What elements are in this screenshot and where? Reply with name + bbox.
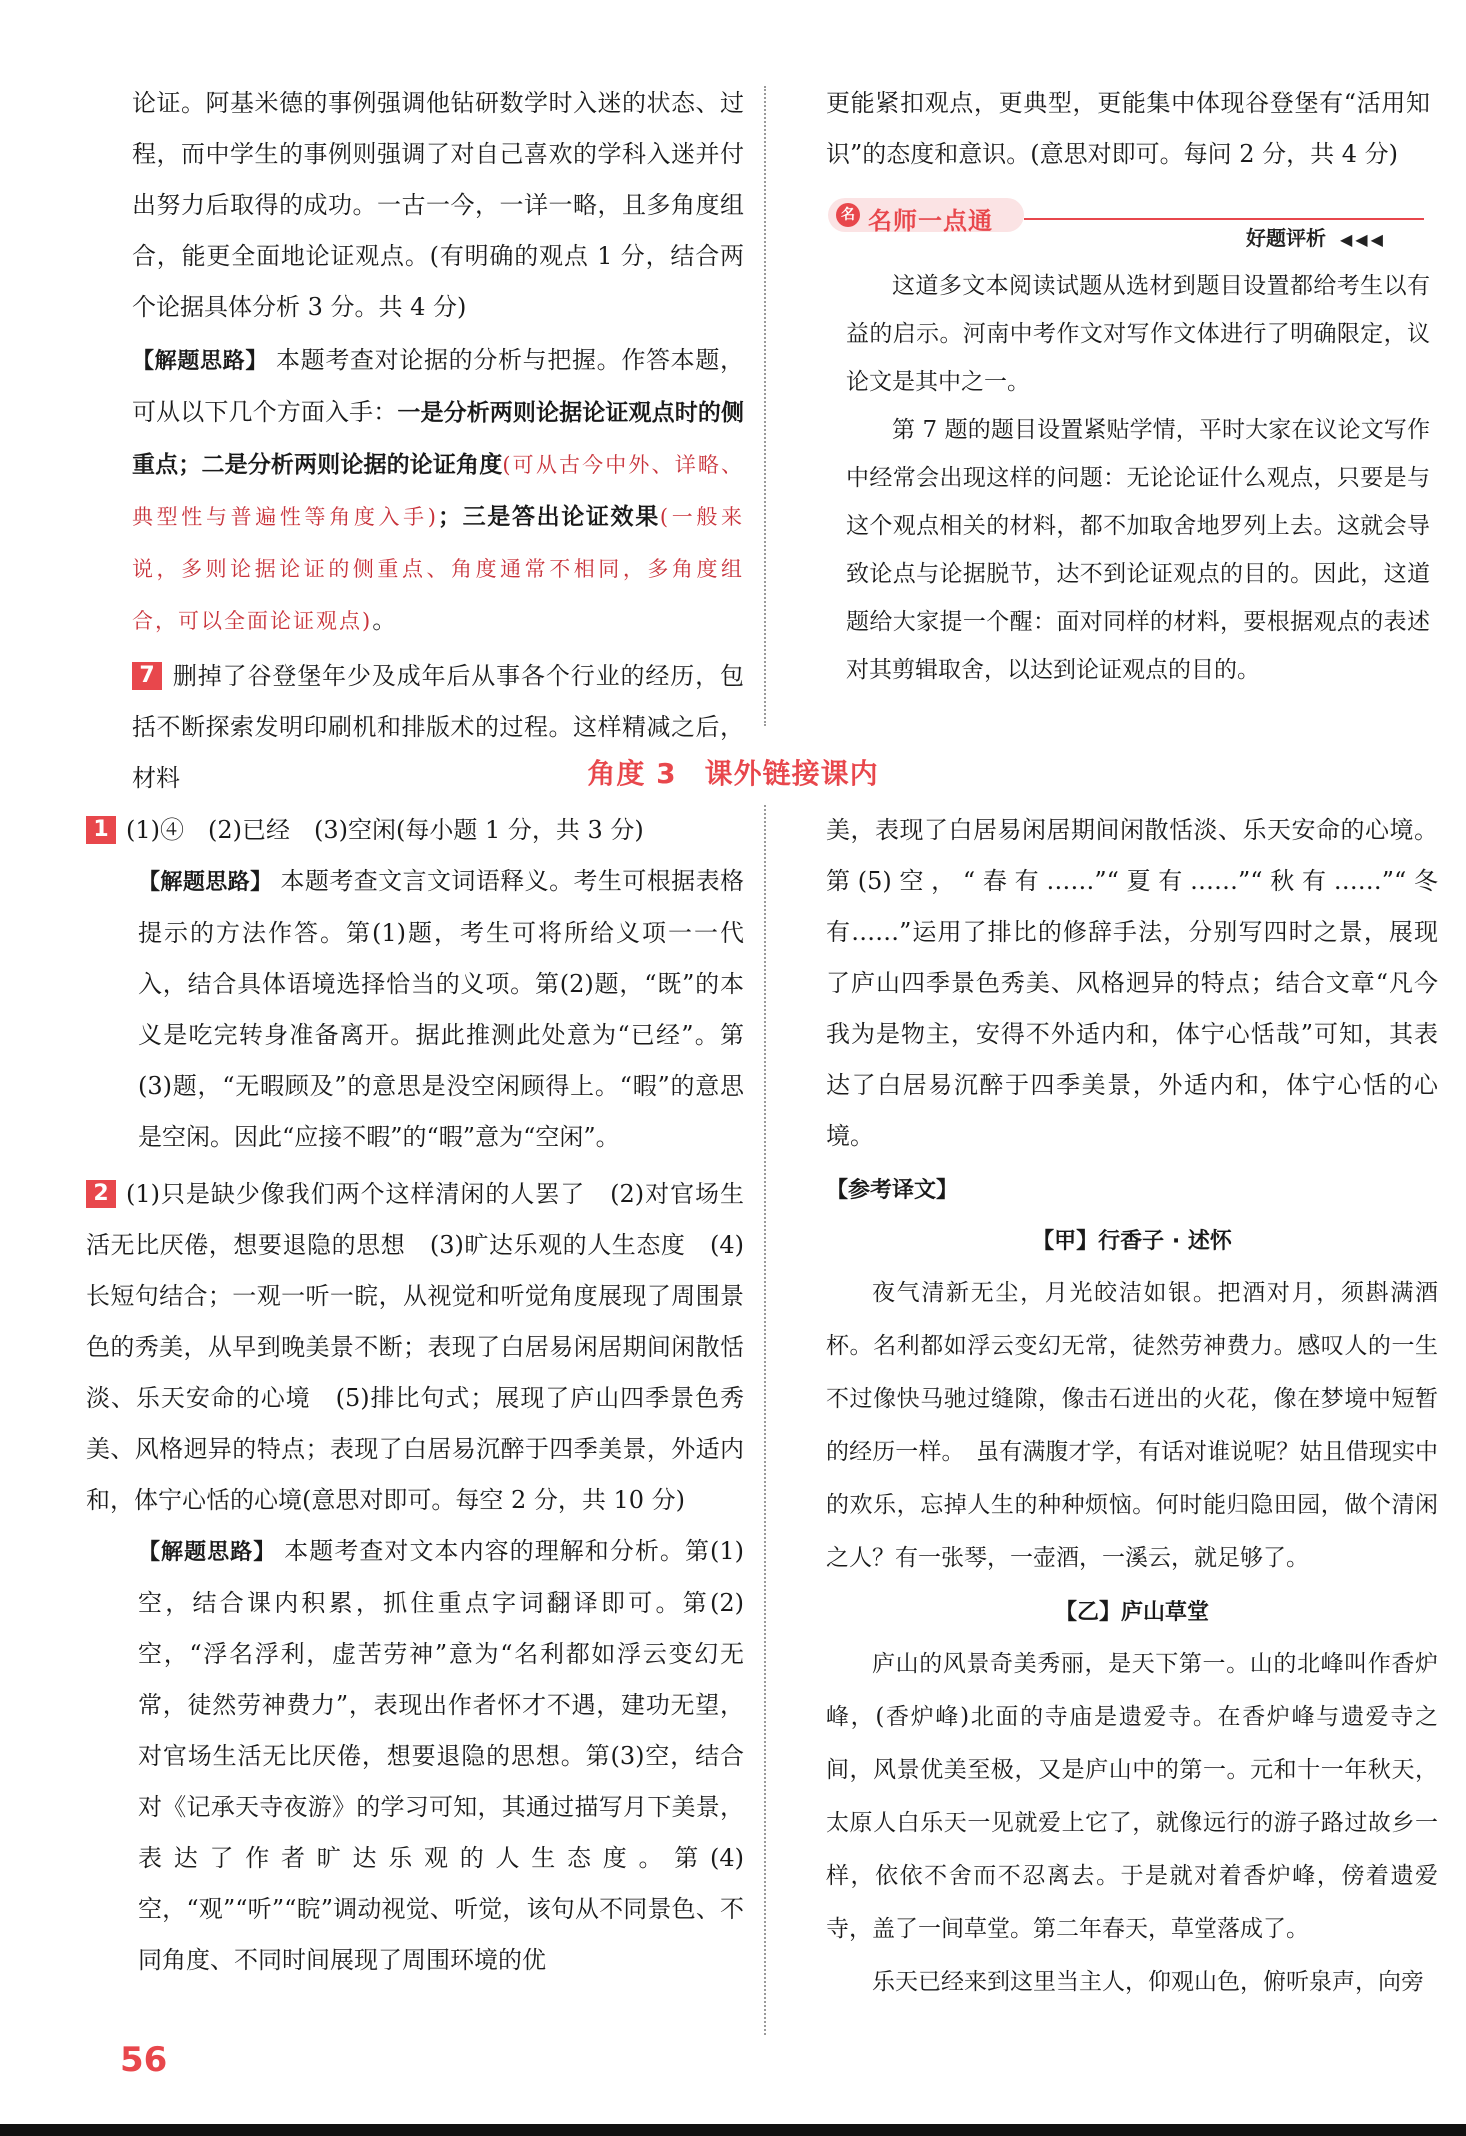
solution-tag-2: 【解题思路】	[138, 1540, 277, 1565]
solution-end: 。	[372, 606, 397, 634]
reference-translation-tag	[826, 1164, 1438, 1216]
solution-thinking-paragraph	[132, 335, 744, 647]
paragraph-argument-analysis: 论证。阿基米德的事例强调他钻研数学时入迷的状态、过程，而中学生的事例则强调了对自己喜欢的学科入迷并付出努力后取得的成功。一古一今，一详一略，且多角度组合，能更全面地论证观点。(有明确的观点 1 分，结合两个论据具体分析 3 分。共 4 分)	[132, 89, 744, 321]
solution-text: 本题考查对论据的分析与把握。作答本题，可从以下几个方面入手：	[132, 346, 744, 426]
answer-2-explanation	[86, 1526, 744, 1986]
translation-text-a: 夜气清新无尘，月光皎洁如银。把酒对月，须斟满酒杯。名利都如浮云变幻无常，徒然劳神费力。感叹人的一生不过像快马驰过缝隙，像击石迸出的火花，像在梦境中短暂的经历一样。 虽有满腹才学，有话对谁说呢？姑且借现实中的欢乐，忘掉人生的种种烦恼。何时能归隐田园，做个清闲之人？有一张琴，一壶酒，一溪云，就足够了。	[826, 1280, 1438, 1571]
right-column-bottom	[826, 805, 1438, 2009]
translation-title-a: 【甲】行香子 · 述怀	[1032, 1229, 1232, 1254]
answer-1-text: (1)④ (2)已经 (3)空闲(每小题 1 分，共 3 分)	[126, 816, 644, 844]
review-paragraph-1: 这道多文本阅读试题从选材到题目设置都给考生以有益的启示。河南中考作文对写作文体进行了明确限定，议论文是其中之一。	[846, 273, 1430, 395]
handwritten-note-2: (一般来说，多则论据论证的侧重点、角度通常不相同，多角度组合，可以全面论证观点)	[132, 505, 745, 633]
answer-2-explanation-text: 本题考查对文本内容的理解和分析。第(1)空，结合课内积累，抓住重点字词翻译即可。第(2)空，“浮名浮利，虚苦劳神”意为“名利都如浮云变幻无常，徒然劳神费力”，表现出作者怀才不遇，建功无望，对官场生活无比厌倦，想要退隐的思想。第(3)空，结合对《记承天寺夜游》的学习可知，其通过描写月下美景，表达了作者旷达乐观的人生态度。第(4)空，“观”“听”“睆”调动视觉、听觉，该句从不同景色、不同角度、不同时间展现了周围环境的优	[138, 1537, 744, 1974]
question-number-2: 2	[86, 1180, 116, 1208]
answer-7-continued: 更能紧扣观点，更典型，更能集中体现谷登堡有“活用知识”的态度和意识。(意思对即可。每问 2 分，共 4 分)	[826, 89, 1430, 168]
translation-text-b1: 庐山的风景奇美秀丽，是天下第一。山的北峰叫作香炉峰，(香炉峰)北面的寺庙是遗爱寺。在香炉峰与遗爱寺之间，风景优美至极，又是庐山中的第一。元和十一年秋天，太原人白乐天一见就爱上它了，就像远行的游子路过故乡一样，依依不舍而不忍离去。于是就对着香炉峰，傍着遗爱寺，盖了一间草堂。第二年春天，草堂落成了。	[826, 1651, 1438, 1942]
answer-2-continued: 美，表现了白居易闲居期间闲散恬淡、乐天安命的心境。第(5)空，“春有……”“夏有……”“秋有……”“冬有……”运用了排比的修辞手法，分别写四时之景，展现了庐山四季景色秀美、风格迥异的特点；结合文章“凡今我为是物主，安得不外适内和，体宁心恬哉”可知，其表达了白居易沉醉于四季美景，外适内和，体宁心恬的心境。	[826, 816, 1438, 1150]
question-number-1: 1	[86, 816, 116, 844]
review-text	[846, 262, 1430, 694]
translation-text-b2: 乐天已经来到这里当主人，仰观山色，俯听泉声，向旁	[872, 1969, 1424, 1995]
page-number: 56	[120, 2040, 168, 2080]
teacher-icon: 名	[836, 203, 860, 227]
reference-tag: 【参考译文】	[826, 1178, 959, 1203]
good-question-review	[1246, 222, 1386, 251]
solution-tag: 【解题思路】	[132, 349, 268, 374]
solution-bold-text: 一是分析两则论据论证观点时的侧重点；二是分析两则论据的论证角度	[132, 400, 745, 478]
solution-tag-1: 【解题思路】	[138, 870, 273, 895]
right-column-top	[826, 78, 1430, 180]
section-title	[0, 752, 1466, 792]
banner-line	[1024, 218, 1424, 220]
handwritten-note-1: (可从古今中外、详略、典型性与普遍性等角度入手)	[132, 453, 744, 529]
answer-1-explanation-text: 本题考查文言文词语释义。考生可根据表格提示的方法作答。第(1)题，考生可将所给义项一一代入，结合具体语境选择恰当的义项。第(2)题，“既”的本义是吃完转身准备离开。据此推测此处意为“已经”。第(3)题，“无暇顾及”的意思是没空闲顾得上。“暇”的意思是空闲。因此“应接不暇”的“暇”意为“空闲”。	[138, 867, 744, 1151]
answer-1	[86, 805, 744, 856]
solution-bold-text-2: ；三是答出论证效果	[438, 504, 660, 530]
section-label: 角度 3	[587, 757, 677, 790]
question-number-7: 7	[132, 662, 162, 690]
answer-2	[86, 1169, 744, 1526]
translation-title-b: 【乙】庐山草堂	[1054, 1600, 1209, 1625]
column-divider-bottom	[764, 805, 766, 2035]
banner-title: 名师一点通	[868, 207, 993, 235]
arrow-left-icon: ◀◀◀	[1340, 230, 1386, 249]
section-name: 课外链接课内	[704, 757, 879, 790]
answer-7-text: 删掉了谷登堡年少及成年后从事各个行业的经历，包括不断探索发明印刷机和排版术的过程。这样精减之后，材料	[132, 662, 744, 792]
answer-2-text: (1)只是缺少像我们两个这样清闲的人罢了 (2)对官场生活无比厌倦，想要退隐的思想 (3)旷达乐观的人生态度 (4)长短句结合；一观一听一睆，从视觉和听觉角度展现了周围景色的秀美，从早到晚美景不断；表现了白居易闲居期间闲散恬淡、乐天安命的心境 (5)排比句式；展现了庐山四季景色秀美、风格迥异的特点；表现了白居易沉醉于四季美景，外适内和，体宁心恬的心境(意思对即可。每空 2 分，共 10 分)	[86, 1180, 744, 1514]
bottom-edge-bar	[0, 2124, 1466, 2136]
review-label: 好题评析	[1246, 226, 1326, 250]
answer-1-explanation	[86, 856, 744, 1163]
review-paragraph-2: 第 7 题的题目设置紧贴学情，平时大家在议论文写作中经常会出现这样的问题：无论论证什么观点，只要是与这个观点相关的材料，都不加取舍地罗列上去。这就会导致论点与论据脱节，达不到论证观点的目的。因此，这道题给大家提一个醒：面对同样的材料，要根据观点的表述对其剪辑取舍，以达到论证观点的目的。	[846, 417, 1430, 683]
column-divider-top	[764, 86, 766, 726]
left-column-bottom	[86, 805, 744, 1986]
left-column-top	[132, 78, 744, 804]
